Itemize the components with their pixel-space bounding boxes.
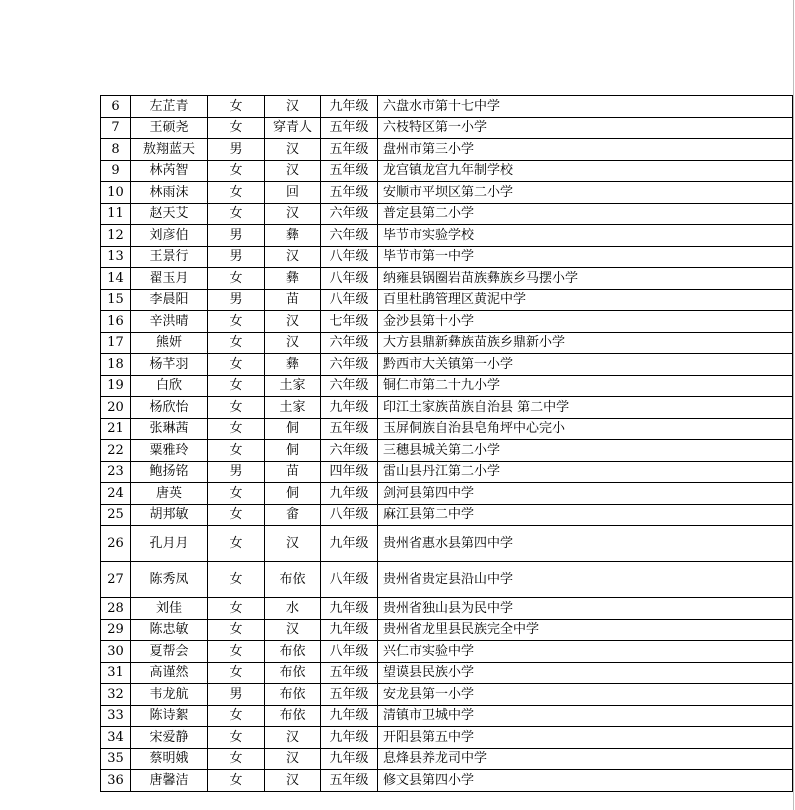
gender-cell: 女 xyxy=(208,117,265,139)
gender-cell: 女 xyxy=(208,96,265,118)
ethnicity-cell: 汉 xyxy=(265,727,321,749)
row-number: 29 xyxy=(101,619,131,641)
student-name: 唐馨洁 xyxy=(131,770,208,792)
grade-cell: 八年级 xyxy=(321,246,378,268)
school-cell: 剑河县第四中学 xyxy=(378,483,793,505)
row-number: 21 xyxy=(101,418,131,440)
grade-cell: 九年级 xyxy=(321,96,378,118)
gender-cell: 女 xyxy=(208,748,265,770)
student-name: 林芮智 xyxy=(131,160,208,182)
grade-cell: 九年级 xyxy=(321,483,378,505)
ethnicity-cell: 彝 xyxy=(265,354,321,376)
table-row xyxy=(101,375,793,397)
table-row xyxy=(101,461,793,483)
gender-cell: 女 xyxy=(208,641,265,663)
ethnicity-cell: 侗 xyxy=(265,483,321,505)
table-row xyxy=(101,397,793,419)
student-name: 蔡明娥 xyxy=(131,748,208,770)
school-cell: 兴仁市实验中学 xyxy=(378,641,793,663)
school-cell: 贵州省龙里县民族完全中学 xyxy=(378,619,793,641)
grade-cell: 九年级 xyxy=(321,727,378,749)
gender-cell: 女 xyxy=(208,619,265,641)
row-number: 27 xyxy=(101,562,131,598)
ethnicity-cell: 汉 xyxy=(265,311,321,333)
table-row xyxy=(101,289,793,311)
ethnicity-cell: 水 xyxy=(265,598,321,620)
grade-cell: 六年级 xyxy=(321,225,378,247)
row-number: 14 xyxy=(101,268,131,290)
ethnicity-cell: 侗 xyxy=(265,418,321,440)
school-cell: 玉屏侗族自治县皂角坪中心完小 xyxy=(378,418,793,440)
ethnicity-cell: 穿青人 xyxy=(265,117,321,139)
school-cell: 雷山县丹江第二小学 xyxy=(378,461,793,483)
student-name: 高谨然 xyxy=(131,662,208,684)
row-number: 20 xyxy=(101,397,131,419)
ethnicity-cell: 苗 xyxy=(265,461,321,483)
student-name: 杨芊羽 xyxy=(131,354,208,376)
row-number: 12 xyxy=(101,225,131,247)
student-name: 王硕尧 xyxy=(131,117,208,139)
ethnicity-cell: 苗 xyxy=(265,289,321,311)
table-row xyxy=(101,727,793,749)
student-name: 刘佳 xyxy=(131,598,208,620)
ethnicity-cell: 汉 xyxy=(265,332,321,354)
table-row xyxy=(101,354,793,376)
table-row xyxy=(101,770,793,792)
grade-cell: 五年级 xyxy=(321,182,378,204)
student-name: 孔月月 xyxy=(131,526,208,562)
student-name: 杨欣怡 xyxy=(131,397,208,419)
ethnicity-cell: 畲 xyxy=(265,504,321,526)
student-name: 辛洪晴 xyxy=(131,311,208,333)
school-cell: 毕节市第一中学 xyxy=(378,246,793,268)
ethnicity-cell: 彝 xyxy=(265,268,321,290)
grade-cell: 五年级 xyxy=(321,160,378,182)
grade-cell: 八年级 xyxy=(321,268,378,290)
student-name: 林雨沫 xyxy=(131,182,208,204)
student-name: 李晨阳 xyxy=(131,289,208,311)
table-row xyxy=(101,139,793,161)
ethnicity-cell: 汉 xyxy=(265,139,321,161)
row-number: 34 xyxy=(101,727,131,749)
school-cell: 麻江县第二中学 xyxy=(378,504,793,526)
row-number: 35 xyxy=(101,748,131,770)
table-row xyxy=(101,203,793,225)
row-number: 25 xyxy=(101,504,131,526)
school-cell: 盘州市第三小学 xyxy=(378,139,793,161)
table-row xyxy=(101,246,793,268)
table-row xyxy=(101,641,793,663)
table-row xyxy=(101,268,793,290)
school-cell: 印江土家族苗族自治县 第二中学 xyxy=(378,397,793,419)
table-row xyxy=(101,96,793,118)
ethnicity-cell: 汉 xyxy=(265,748,321,770)
row-number: 22 xyxy=(101,440,131,462)
table-row xyxy=(101,311,793,333)
gender-cell: 女 xyxy=(208,662,265,684)
student-name: 刘彦伯 xyxy=(131,225,208,247)
table-row xyxy=(101,662,793,684)
student-name: 宋爱静 xyxy=(131,727,208,749)
ethnicity-cell: 汉 xyxy=(265,160,321,182)
gender-cell: 男 xyxy=(208,139,265,161)
gender-cell: 女 xyxy=(208,598,265,620)
ethnicity-cell: 汉 xyxy=(265,770,321,792)
row-number: 11 xyxy=(101,203,131,225)
row-number: 18 xyxy=(101,354,131,376)
grade-cell: 五年级 xyxy=(321,770,378,792)
grade-cell: 八年级 xyxy=(321,289,378,311)
school-cell: 大方县鼎新彝族苗族乡鼎新小学 xyxy=(378,332,793,354)
row-number: 9 xyxy=(101,160,131,182)
grade-cell: 五年级 xyxy=(321,684,378,706)
row-number: 32 xyxy=(101,684,131,706)
gender-cell: 女 xyxy=(208,397,265,419)
gender-cell: 女 xyxy=(208,268,265,290)
school-cell: 毕节市实验学校 xyxy=(378,225,793,247)
ethnicity-cell: 汉 xyxy=(265,619,321,641)
ethnicity-cell: 侗 xyxy=(265,440,321,462)
gender-cell: 女 xyxy=(208,770,265,792)
student-name: 陈忠敏 xyxy=(131,619,208,641)
student-name: 胡邦敏 xyxy=(131,504,208,526)
gender-cell: 女 xyxy=(208,440,265,462)
ethnicity-cell: 土家 xyxy=(265,397,321,419)
gender-cell: 女 xyxy=(208,203,265,225)
grade-cell: 九年级 xyxy=(321,526,378,562)
school-cell: 开阳县第五中学 xyxy=(378,727,793,749)
row-number: 16 xyxy=(101,311,131,333)
grade-cell: 九年级 xyxy=(321,748,378,770)
grade-cell: 五年级 xyxy=(321,117,378,139)
row-number: 7 xyxy=(101,117,131,139)
school-cell: 贵州省贵定县沿山中学 xyxy=(378,562,793,598)
table-row xyxy=(101,418,793,440)
gender-cell: 女 xyxy=(208,504,265,526)
table-row xyxy=(101,748,793,770)
table-row xyxy=(101,705,793,727)
grade-cell: 九年级 xyxy=(321,397,378,419)
gender-cell: 女 xyxy=(208,160,265,182)
table-row xyxy=(101,440,793,462)
grade-cell: 五年级 xyxy=(321,418,378,440)
row-number: 31 xyxy=(101,662,131,684)
student-name: 陈秀凤 xyxy=(131,562,208,598)
gender-cell: 男 xyxy=(208,246,265,268)
table-row xyxy=(101,225,793,247)
ethnicity-cell: 汉 xyxy=(265,203,321,225)
row-number: 24 xyxy=(101,483,131,505)
row-number: 19 xyxy=(101,375,131,397)
gender-cell: 男 xyxy=(208,225,265,247)
ethnicity-cell: 土家 xyxy=(265,375,321,397)
student-name: 唐英 xyxy=(131,483,208,505)
gender-cell: 女 xyxy=(208,332,265,354)
row-number: 13 xyxy=(101,246,131,268)
ethnicity-cell: 布依 xyxy=(265,641,321,663)
row-number: 36 xyxy=(101,770,131,792)
ethnicity-cell: 汉 xyxy=(265,96,321,118)
student-name: 王景行 xyxy=(131,246,208,268)
school-cell: 贵州省惠水县第四中学 xyxy=(378,526,793,562)
grade-cell: 六年级 xyxy=(321,440,378,462)
gender-cell: 男 xyxy=(208,461,265,483)
grade-cell: 六年级 xyxy=(321,354,378,376)
row-number: 15 xyxy=(101,289,131,311)
school-cell: 纳雍县锅圈岩苗族彝族乡马摆小学 xyxy=(378,268,793,290)
ethnicity-cell: 布依 xyxy=(265,662,321,684)
gender-cell: 女 xyxy=(208,418,265,440)
grade-cell: 七年级 xyxy=(321,311,378,333)
grade-cell: 八年级 xyxy=(321,641,378,663)
roster-body xyxy=(101,96,793,792)
row-number: 26 xyxy=(101,526,131,562)
school-cell: 望谟县民族小学 xyxy=(378,662,793,684)
student-name: 左芷青 xyxy=(131,96,208,118)
table-row xyxy=(101,504,793,526)
gender-cell: 男 xyxy=(208,289,265,311)
ethnicity-cell: 布依 xyxy=(265,705,321,727)
grade-cell: 六年级 xyxy=(321,332,378,354)
student-name: 韦龙航 xyxy=(131,684,208,706)
table-row xyxy=(101,332,793,354)
table-row xyxy=(101,598,793,620)
grade-cell: 八年级 xyxy=(321,562,378,598)
gender-cell: 女 xyxy=(208,705,265,727)
ethnicity-cell: 汉 xyxy=(265,246,321,268)
gender-cell: 男 xyxy=(208,684,265,706)
school-cell: 六盘水市第十七中学 xyxy=(378,96,793,118)
gender-cell: 女 xyxy=(208,375,265,397)
school-cell: 安顺市平坝区第二小学 xyxy=(378,182,793,204)
student-name: 陈诗絮 xyxy=(131,705,208,727)
row-number: 23 xyxy=(101,461,131,483)
row-number: 28 xyxy=(101,598,131,620)
row-number: 33 xyxy=(101,705,131,727)
row-number: 17 xyxy=(101,332,131,354)
gender-cell: 女 xyxy=(208,182,265,204)
ethnicity-cell: 布依 xyxy=(265,684,321,706)
grade-cell: 六年级 xyxy=(321,375,378,397)
grade-cell: 五年级 xyxy=(321,139,378,161)
grade-cell: 五年级 xyxy=(321,662,378,684)
school-cell: 六枝特区第一小学 xyxy=(378,117,793,139)
gender-cell: 女 xyxy=(208,354,265,376)
student-name: 夏帮会 xyxy=(131,641,208,663)
page-edge xyxy=(793,0,794,810)
student-name: 鲍扬铭 xyxy=(131,461,208,483)
grade-cell: 六年级 xyxy=(321,203,378,225)
gender-cell: 女 xyxy=(208,526,265,562)
gender-cell: 女 xyxy=(208,311,265,333)
gender-cell: 女 xyxy=(208,727,265,749)
student-name: 熊妍 xyxy=(131,332,208,354)
student-roster-table xyxy=(100,95,793,792)
row-number: 6 xyxy=(101,96,131,118)
gender-cell: 女 xyxy=(208,483,265,505)
student-name: 翟玉月 xyxy=(131,268,208,290)
student-name: 敖翔蓝天 xyxy=(131,139,208,161)
ethnicity-cell: 彝 xyxy=(265,225,321,247)
table-row xyxy=(101,562,793,598)
gender-cell: 女 xyxy=(208,562,265,598)
row-number: 8 xyxy=(101,139,131,161)
table-row xyxy=(101,483,793,505)
school-cell: 铜仁市第二十九小学 xyxy=(378,375,793,397)
table-row xyxy=(101,619,793,641)
school-cell: 修文县第四小学 xyxy=(378,770,793,792)
table-row xyxy=(101,182,793,204)
school-cell: 三穗县城关第二小学 xyxy=(378,440,793,462)
table-row xyxy=(101,526,793,562)
school-cell: 黔西市大关镇第一小学 xyxy=(378,354,793,376)
student-name: 张琳茜 xyxy=(131,418,208,440)
table-row xyxy=(101,160,793,182)
school-cell: 龙宫镇龙宫九年制学校 xyxy=(378,160,793,182)
school-cell: 清镇市卫城中学 xyxy=(378,705,793,727)
grade-cell: 四年级 xyxy=(321,461,378,483)
table-row xyxy=(101,684,793,706)
ethnicity-cell: 布依 xyxy=(265,562,321,598)
ethnicity-cell: 汉 xyxy=(265,526,321,562)
row-number: 10 xyxy=(101,182,131,204)
row-number: 30 xyxy=(101,641,131,663)
ethnicity-cell: 回 xyxy=(265,182,321,204)
student-name: 粟雅玲 xyxy=(131,440,208,462)
grade-cell: 九年级 xyxy=(321,705,378,727)
school-cell: 贵州省独山县为民中学 xyxy=(378,598,793,620)
student-name: 白欣 xyxy=(131,375,208,397)
school-cell: 百里杜鹃管理区黄泥中学 xyxy=(378,289,793,311)
grade-cell: 九年级 xyxy=(321,598,378,620)
grade-cell: 八年级 xyxy=(321,504,378,526)
school-cell: 安龙县第一小学 xyxy=(378,684,793,706)
grade-cell: 九年级 xyxy=(321,619,378,641)
school-cell: 息烽县养龙司中学 xyxy=(378,748,793,770)
school-cell: 普定县第二小学 xyxy=(378,203,793,225)
student-name: 赵天艾 xyxy=(131,203,208,225)
table-row xyxy=(101,117,793,139)
school-cell: 金沙县第十小学 xyxy=(378,311,793,333)
